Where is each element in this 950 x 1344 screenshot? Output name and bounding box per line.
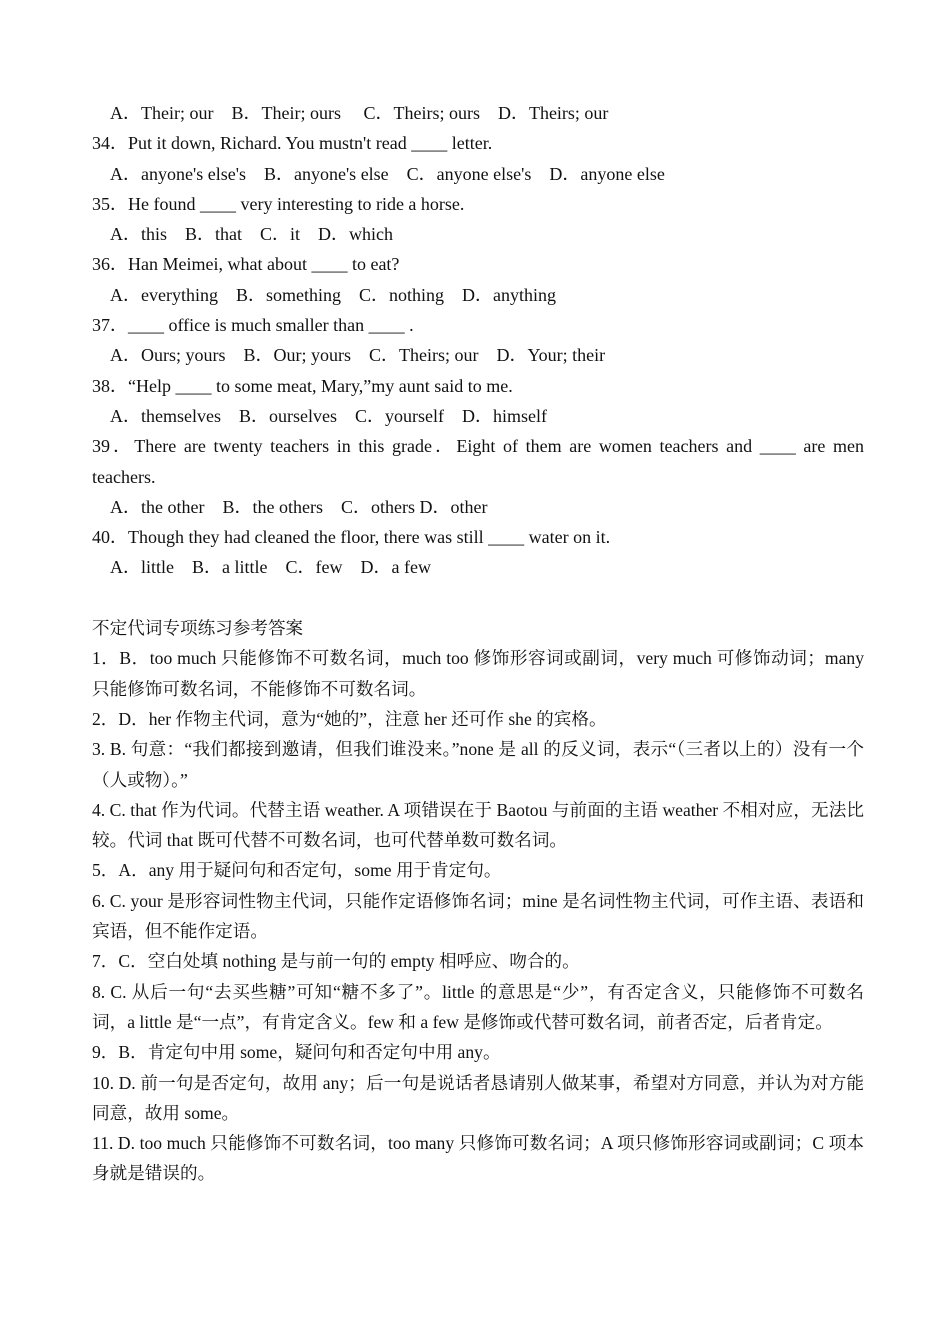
answer-3: 3. B. 句意：“我们都接到邀请，但我们谁没来。”none 是 all 的反义词，表示“（三者以上的）没有一个（人或物）。” <box>92 739 864 790</box>
document-page <box>92 98 864 1189</box>
answer-9: 9．B．肯定句中用 some，疑问句和否定句中用 any。 <box>92 1042 501 1063</box>
q35-stem: 35．He found ____ very interesting to ride a horse. <box>92 193 465 214</box>
q38-stem: 38．“Help ____ to some meat, Mary,”my aunt said to me. <box>92 375 513 396</box>
q40-options: A．little B．a little C．few D．a few <box>110 557 431 578</box>
answers-section <box>92 613 864 1189</box>
answer-4: 4. C. that 作为代词。代替主语 weather. A 项错误在于 Baotou 与前面的主语 weather 不相对应，无法比较。代词 that 既可代替不可数名词，也可代替单数可数名词。 <box>92 799 864 851</box>
q36-stem: 36．Han Meimei, what about ____ to eat? <box>92 254 400 275</box>
q40-stem: 40．Though they had cleaned the floor, there was still ____ water on it. <box>92 527 611 548</box>
answer-6: 6. C. your 是形容词性物主代词，只能作定语修饰名词；mine 是名词性物主代词，可作主语、表语和宾语，但不能作定语。 <box>92 890 864 942</box>
q35-options: A．this B．that C．it D．which <box>110 224 393 245</box>
q39-options: A．the other B．the others C．others D．other <box>110 496 488 517</box>
answers-title: 不定代词专项练习参考答案 <box>92 618 304 639</box>
answer-2: 2．D．her 作物主代词，意为“她的”，注意 her 还可作 she 的宾格。 <box>92 708 607 729</box>
answer-11: 11. D. too much 只能修饰不可数名词，too many 只修饰可数名词；A 项只修饰形容词或副词；C 项本身就是错误的。 <box>92 1133 864 1184</box>
section-gap <box>92 583 864 613</box>
q38-options: A．themselves B．ourselves C．yourself D．himself <box>110 405 547 426</box>
questions-section <box>92 98 864 583</box>
q36-options: A．everything B．something C．nothing D．anything <box>110 284 556 305</box>
q33-options: A．Their; our B．Their; ours C．Theirs; ours D．Theirs; our <box>110 103 609 123</box>
q39-stem: 39．There are twenty teachers in this grade．Eight of them are women teachers and ____ are men teachers. <box>92 436 864 487</box>
q37-options: A．Ours; yours B．Our; yours C．Theirs; our D．Your; their <box>110 345 606 366</box>
answer-5: 5．A．any 用于疑问句和否定句，some 用于肯定句。 <box>92 860 502 881</box>
q34-stem: 34．Put it down, Richard. You mustn't read ____ letter. <box>92 133 493 154</box>
answer-1: 1．B．too much 只能修饰不可数名词，much too 修饰形容词或副词，very much 可修饰动词；many 只能修饰可数名词，不能修饰不可数名词。 <box>92 648 864 699</box>
answer-10: 10. D. 前一句是否定句，故用 any；后一句是说话者恳请别人做某事，希望对方同意，并认为对方能同意，故用 some。 <box>92 1072 864 1123</box>
q37-stem: 37．____ office is much smaller than ____ . <box>92 315 414 336</box>
q34-options: A．anyone's else's B．anyone's else C．anyone else's D．anyone else <box>110 163 665 184</box>
answer-8: 8. C. 从后一句“去买些糖”可知“糖不多了”。little 的意思是“少”，有否定含义，只能修饰不可数名词，a little 是“一点”，有肯定含义。few 和 a few 是修饰或代替可数名词，前者否定，后者肯定。 <box>92 981 864 1032</box>
answer-7: 7．C．空白处填 nothing 是与前一句的 empty 相呼应、吻合的。 <box>92 951 580 972</box>
